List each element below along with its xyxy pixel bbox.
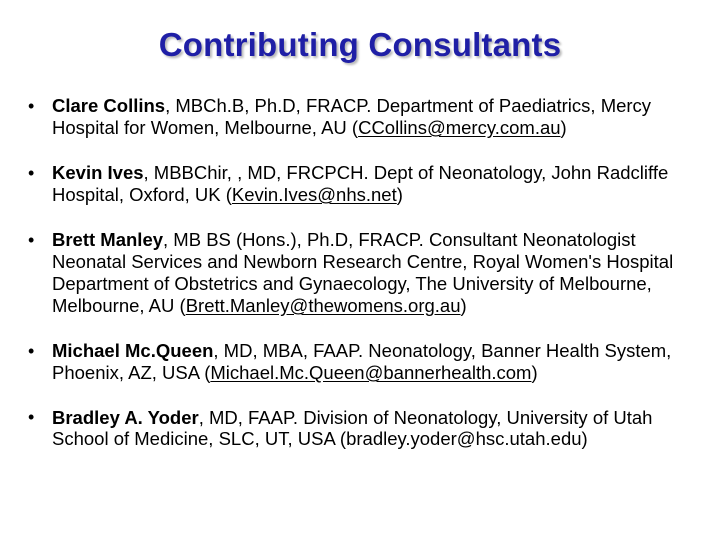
consultant-name: Bradley A. Yoder [52,407,199,428]
bullet-icon: • [28,230,35,250]
consultant-name: Clare Collins [52,95,166,116]
consultant-details: , MB BS (Hons.), Ph.D, FRACP. Consultant Neonatologist Neonatal Services and Newborn Research Centre, Royal Women's Hospital Department of Obstetrics and Gynaecology, The University of Melbourne, Melbourne, AU ( [52,229,674,316]
consultant-name: Michael Mc.Queen [52,340,214,361]
list-item [28,95,704,139]
list-item [28,407,704,449]
consultant-details: , MBBChir, , MD, FRCPCH. Dept of Neonatology, John Radcliffe Hospital, Oxford, UK ( [52,162,669,205]
consultant-details: , MD, MBA, FAAP. Neonatology, Banner Health System, Phoenix, AZ, USA ( [52,340,672,383]
email-text: bradley.yoder@hsc.utah.edu [346,428,582,449]
closing-paren: ) [560,117,567,138]
email-link[interactable]: Brett.Manley@thewomens.org.au [185,295,461,316]
bullet-icon: • [28,341,35,361]
consultant-details: , MBCh.B, Ph.D, FRACP. Department of Paediatrics, Mercy Hospital for Women, Melbourne, AU ( [52,95,652,138]
consultant-list [28,95,704,472]
list-item [28,340,704,384]
list-item [28,229,704,317]
email-link[interactable]: Kevin.Ives@nhs.net [231,184,397,205]
bullet-icon: • [28,407,35,427]
email-link[interactable]: Michael.Mc.Queen@bannerhealth.com [210,362,532,383]
consultant-name: Brett Manley [52,229,164,250]
slide-title: Contributing Consultants [158,26,562,63]
consultant-details: , MD, FAAP. Division of Neonatology, University of Utah School of Medicine, SLC, UT, USA ( [52,407,653,449]
list-item [28,162,704,206]
email-link[interactable]: CCollins@mercy.com.au [358,117,561,138]
closing-paren: ) [396,184,403,205]
bullet-icon: • [28,96,35,116]
closing-paren: ) [460,295,467,316]
bullet-icon: • [28,163,35,183]
closing-paren: ) [531,362,538,383]
consultant-name: Kevin Ives [52,162,144,183]
closing-paren: ) [581,428,588,449]
